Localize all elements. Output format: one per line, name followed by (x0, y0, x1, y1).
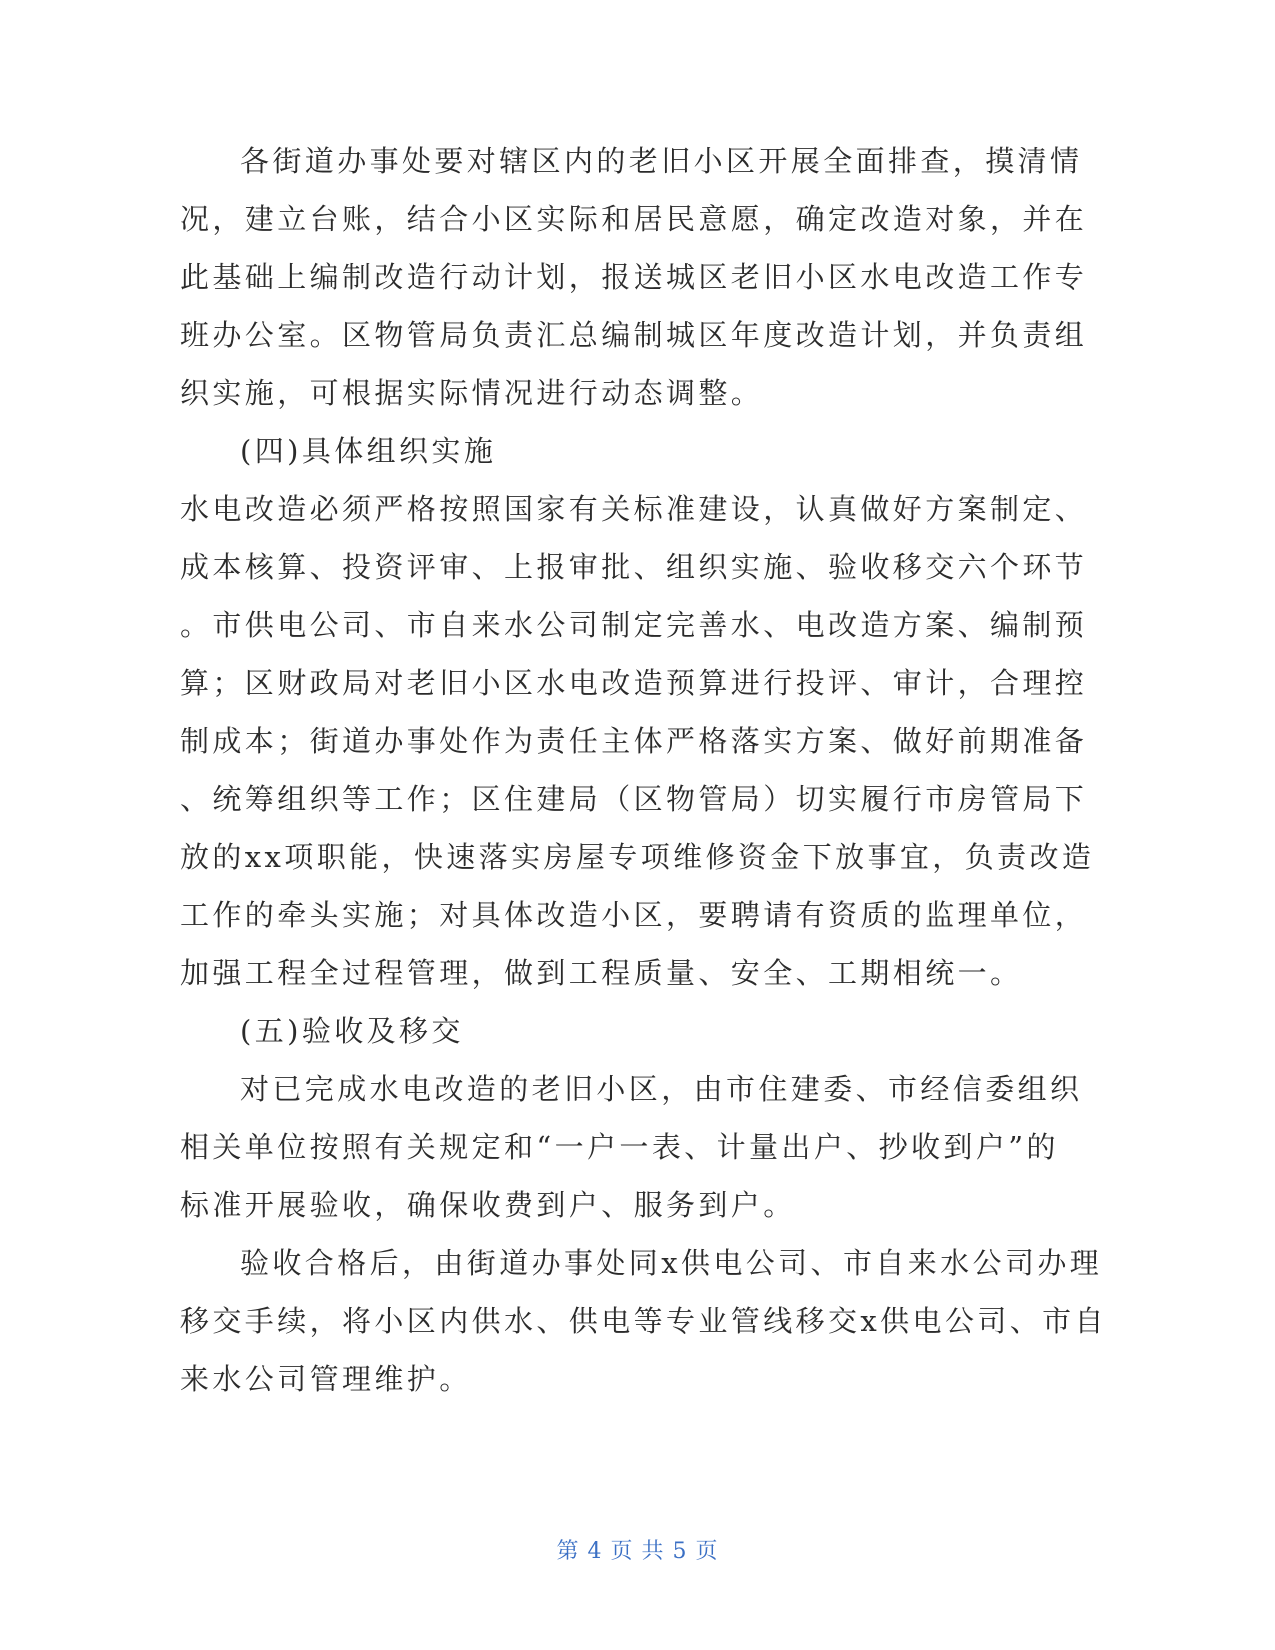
paragraph-1-line-5: 织实施，可根据实际情况进行动态调整。 (180, 376, 764, 410)
page-footer (0, 1538, 1275, 1566)
paragraph-2-line-3: 。市供电公司、市自来水公司制定完善水、电改造方案、编制预 (180, 608, 1088, 642)
paragraph-2-line-7: 放的xx项职能，快速落实房屋专项维修资金下放事宜，负责改造 (180, 840, 1095, 874)
footer-middle: 页 共 (610, 1539, 665, 1564)
paragraph-2-line-8: 工作的牵头实施；对具体改造小区，要聘请有资质的监理单位， (180, 898, 1088, 932)
paragraph-2-line-1: 水电改造必须严格按照国家有关标准建设，认真做好方案制定、 (180, 492, 1088, 526)
paragraph-4-line-2: 移交手续，将小区内供水、供电等专业管线移交x供电公司、市自 (180, 1304, 1107, 1338)
footer-total-pages: 5 (672, 1539, 688, 1564)
footer-prefix: 第 (556, 1539, 580, 1564)
paragraph-2-line-9: 加强工程全过程管理，做到工程质量、安全、工期相统一。 (180, 956, 1023, 990)
paragraph-1-line-3: 此基础上编制改造行动计划，报送城区老旧小区水电改造工作专 (180, 260, 1088, 294)
section-heading-5: (五)验收及移交 (240, 1014, 464, 1048)
paragraph-1-line-1: 各街道办事处要对辖区内的老旧小区开展全面排查，摸清情 (240, 144, 1083, 178)
footer-current-page: 4 (587, 1539, 603, 1564)
paragraph-3-line-3: 标准开展验收，确保收费到户、服务到户。 (180, 1188, 796, 1222)
paragraph-1-line-2: 况，建立台账，结合小区实际和居民意愿，确定改造对象，并在 (180, 202, 1088, 236)
paragraph-3-line-1: 对已完成水电改造的老旧小区，由市住建委、市经信委组织 (240, 1072, 1083, 1106)
paragraph-2-line-6: 、统筹组织等工作；区住建局（区物管局）切实履行市房管局下 (180, 782, 1088, 816)
paragraph-3-line-2: 相关单位按照有关规定和“一户一表、计量出户、抄收到户”的 (180, 1130, 1059, 1164)
section-heading-4: (四)具体组织实施 (240, 434, 497, 468)
footer-suffix: 页 (695, 1539, 719, 1564)
paragraph-2-line-4: 算；区财政局对老旧小区水电改造预算进行投评、审计，合理控 (180, 666, 1088, 700)
paragraph-1-line-4: 班办公室。区物管局负责汇总编制城区年度改造计划，并负责组 (180, 318, 1088, 352)
paragraph-4-line-1: 验收合格后，由街道办事处同x供电公司、市自来水公司办理 (240, 1246, 1103, 1280)
paragraph-4-line-3: 来水公司管理维护。 (180, 1362, 472, 1396)
paragraph-2-line-2: 成本核算、投资评审、上报审批、组织实施、验收移交六个环节 (180, 550, 1088, 584)
paragraph-2-line-5: 制成本；街道办事处作为责任主体严格落实方案、做好前期准备 (180, 724, 1088, 758)
